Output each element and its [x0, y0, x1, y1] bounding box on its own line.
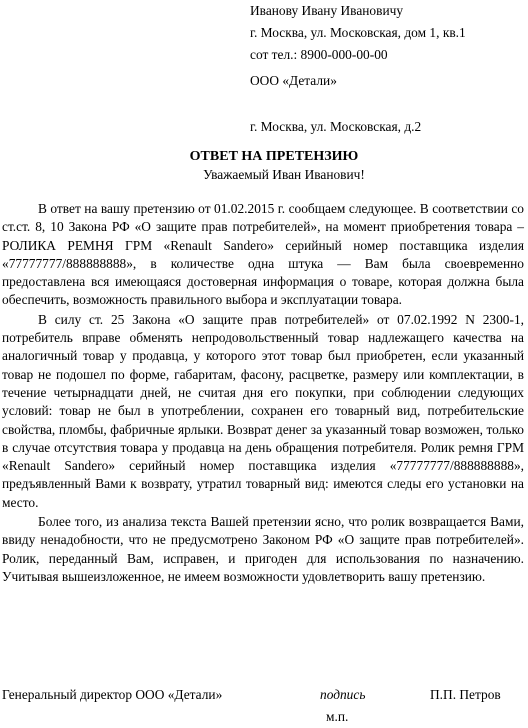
body-paragraph-2: В силу ст. 25 Закона «О защите прав потребителей» от 07.02.1992 N 2300-1, потребитель вправе обменять непродовольственный товар надлежащего качества на аналогичный товар у продавца, у которого этот товар был приобретен, если указанный товар не подошел по форме, габаритам, фасону, расцветке, размеру или комплектации, в течение четырнадцати дней, не считая дня его покупки, при соблюдении следующих условий: товар не был в употреблении, сохранен его товарный вид, потребительские свойства, пломбы, фабричные ярлыки. Возврат денег за указанный товар возможен, только в случае отсутствия товара у продавца на день обращения потребителя. Ролик ремня ГРМ «Renault Sandero» серийный номер поставщика изделия «77777777/888888888», предъявленный Вами к возврату, утратил товарный вид: имеются следы его установки на место.: [2, 311, 524, 510]
salutation: Уважаемый Иван Иванович!: [203, 167, 365, 182]
sender-address-block: [250, 116, 520, 138]
body-paragraph-3: Более того, из анализа текста Вашей претензии ясно, что ролик возвращается Вами, ввиду ненадобности, что не предусмотрено Законом РФ «О защите прав потребителей». Ролик, переданный Вам, исправен, и пригоден для использования по назначению. Учитывая вышеизложенное, не имеем возможности удовлетворить вашу претензию.: [2, 514, 524, 584]
sender-block: [250, 70, 520, 92]
recipient-phone: сот тел.: 8900-000-00-00: [250, 47, 388, 62]
body-paragraph-1: В ответ на вашу претензию от 01.02.2015 г. сообщаем следующее. В соответствии со ст.ст. 8, 10 Закона РФ «О защите прав потребителей», на момент приобретения товара – РОЛИКА РЕМНЯ ГРМ «Renault Sandero» серийный номер поставщика изделия «77777777/888888888», в количестве одна штука — Вам была своевременно предоставлена вся имеющаяся достоверная информация о товаре, которая должна была обеспечить, возможность правильного выбора и эксплуатации товара.: [2, 201, 524, 308]
signatory-name: П.П. Петров: [430, 687, 501, 702]
stamp-placeholder: м.п.: [326, 709, 349, 724]
sender-company: ООО «Детали»: [250, 73, 337, 88]
recipient-block: [250, 0, 520, 66]
letter-body: [2, 200, 524, 587]
recipient-name: Иванову Ивану Ивановичу: [250, 3, 404, 18]
recipient-address: г. Москва, ул. Московская, дом 1, кв.1: [250, 25, 466, 40]
signature-block: [2, 686, 524, 726]
document-title: ОТВЕТ НА ПРЕТЕНЗИЮ: [189, 149, 359, 164]
signature-label: подпись: [320, 687, 366, 702]
sender-address: г. Москва, ул. Московская, д.2: [250, 119, 422, 134]
signatory-role: Генеральный директор ООО «Детали»: [2, 687, 223, 702]
